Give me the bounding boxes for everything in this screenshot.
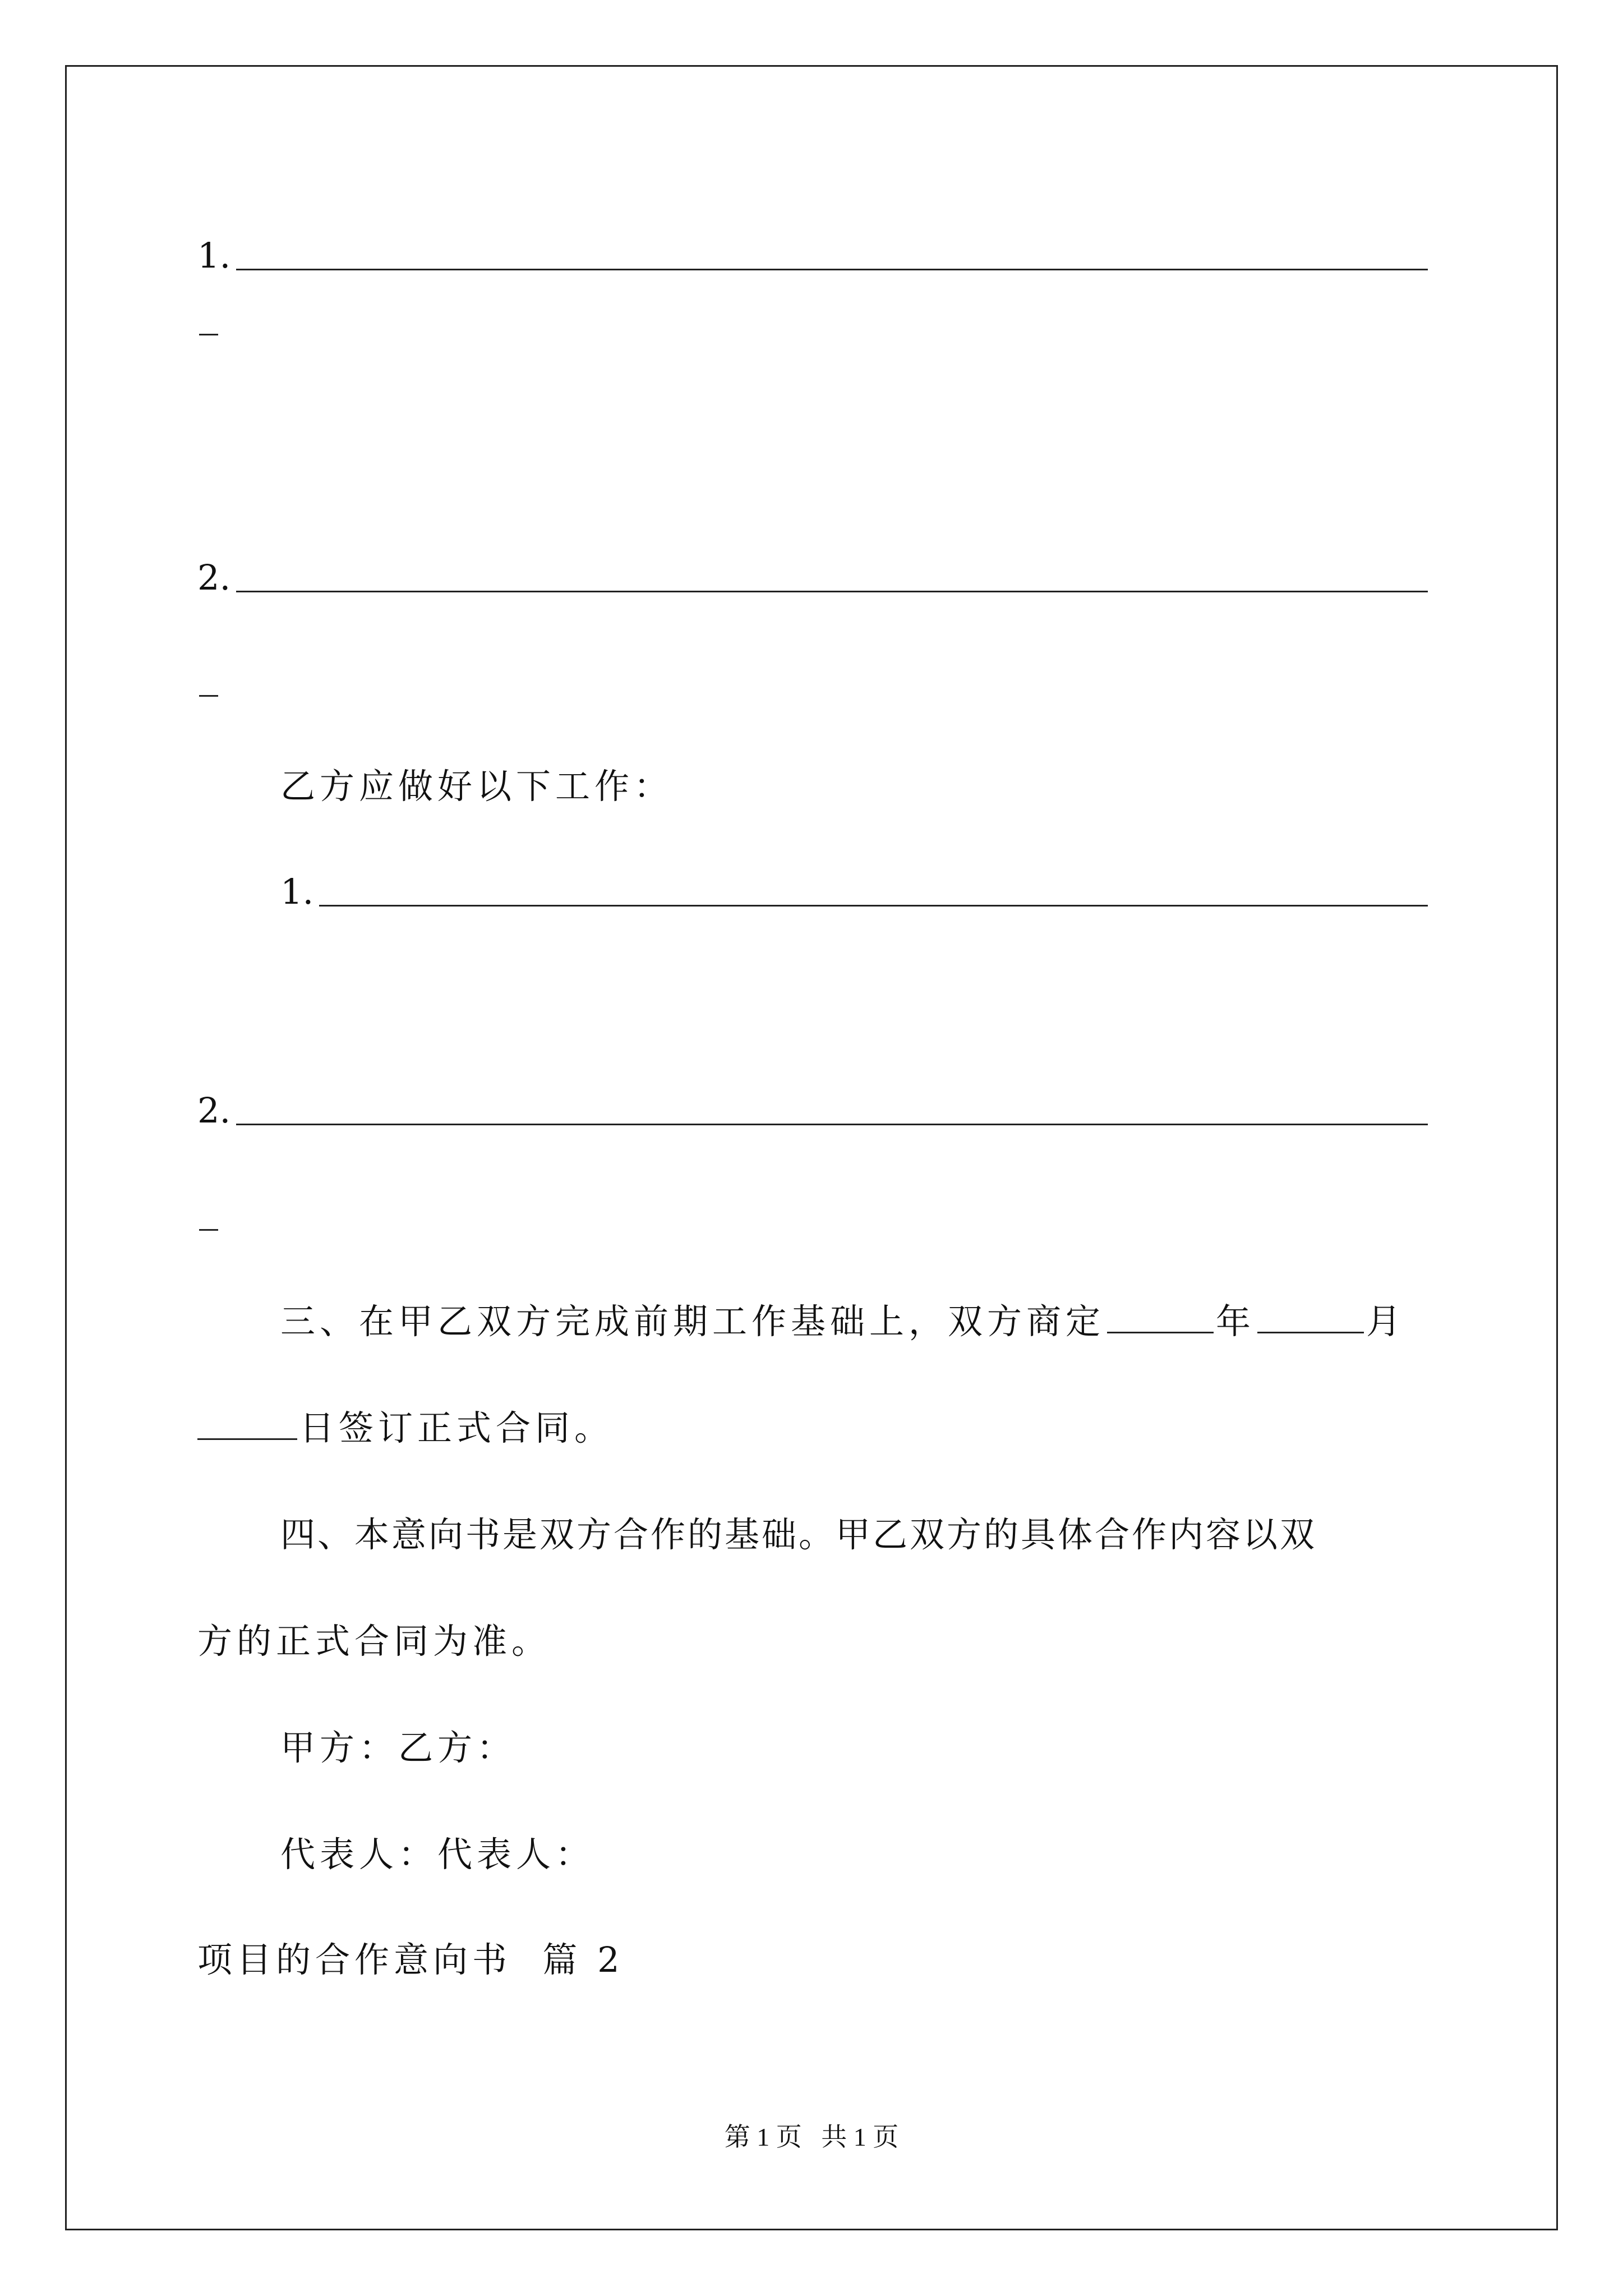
day-suffix-text: 日签订正式合同。 xyxy=(299,1407,614,1448)
continuation-dash xyxy=(199,333,218,335)
page-border xyxy=(65,65,1558,2230)
party-b-heading: 乙方应做好以下工作： xyxy=(280,766,674,807)
blank-item-2 xyxy=(197,555,1428,600)
year-blank[interactable] xyxy=(1107,1309,1214,1333)
item-number: 2. xyxy=(197,1090,231,1131)
clause-four-line-1: 四、本意向书是双方合作的基础。甲乙双方的具体合作内容以双 xyxy=(280,1514,1317,1555)
clause-three-line-1 xyxy=(280,1299,1405,1344)
fill-in-line[interactable] xyxy=(236,268,1428,270)
blank-item-b-2 xyxy=(197,1088,1428,1133)
section-title: 项目的合作意向书 篇 2 xyxy=(197,1939,624,1980)
clause-three-text: 三、在甲乙双方完成前期工作基础上，双方商定 xyxy=(280,1301,1105,1342)
page-footer: 第 1 页 共 1 页 xyxy=(724,2123,899,2151)
year-label: 年 xyxy=(1216,1301,1256,1342)
month-label: 月 xyxy=(1366,1301,1406,1342)
continuation-dash xyxy=(199,1228,218,1231)
fill-in-line[interactable] xyxy=(236,1123,1428,1125)
blank-item-b-1 xyxy=(280,869,1428,914)
signature-parties: 甲方：乙方： xyxy=(280,1727,517,1768)
fill-in-line[interactable] xyxy=(236,590,1428,592)
continuation-dash xyxy=(199,694,218,697)
blank-item-1 xyxy=(197,233,1428,278)
day-blank[interactable] xyxy=(197,1416,297,1440)
item-number: 1. xyxy=(197,235,231,276)
signature-representatives: 代表人：代表人： xyxy=(280,1834,595,1875)
clause-four-line-2: 方的正式合同为准。 xyxy=(197,1621,551,1662)
month-blank[interactable] xyxy=(1257,1309,1364,1333)
item-number: 2. xyxy=(197,557,231,598)
clause-three-line-2 xyxy=(197,1406,614,1451)
fill-in-line[interactable] xyxy=(319,904,1428,907)
item-number: 1. xyxy=(280,871,314,912)
